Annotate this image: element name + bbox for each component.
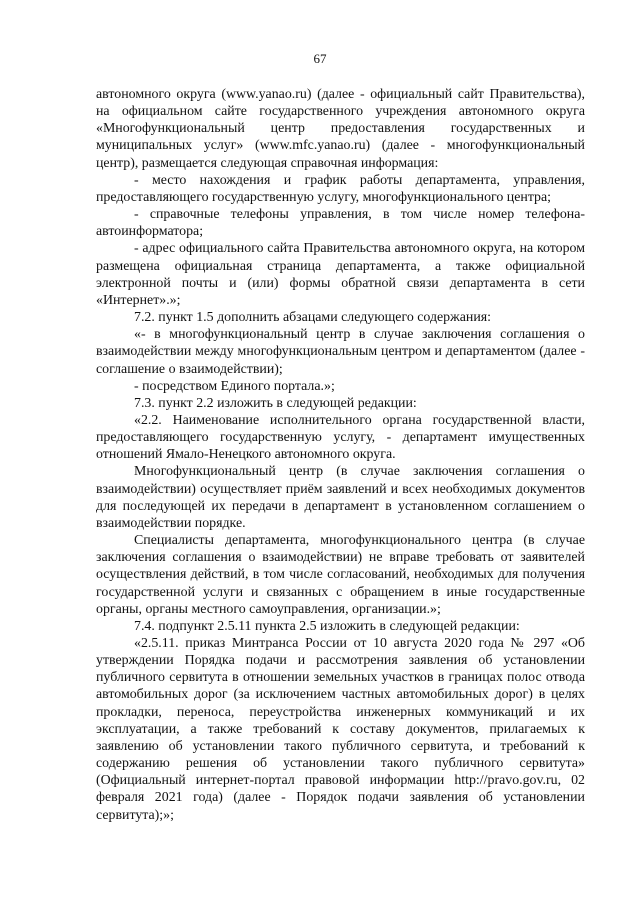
paragraph: Специалисты департамента, многофункционального центра (в случае заключения соглашения о взаимодействии) не вправе требовать от заявителей осуществления действий, в том числе согласований, необходимых для получения государственной услуги и связанных с обращением в иные государственные органы, органы местного самоуправления, организации.»;	[96, 533, 585, 617]
paragraph: «2.2. Наименование исполнительного органа государственной власти, предоставляющего государственную услугу, - департамент имущественных отношений Ямало-Ненецкого автономного округа.	[96, 412, 585, 463]
paragraph: 7.4. подпункт 2.5.11 пункта 2.5 изложить в следующей редакции:	[134, 618, 520, 634]
document-body	[96, 86, 585, 824]
paragraph: «- в многофункциональный центр в случае заключения соглашения о взаимодействии между многофункциональным центром и департаментом (далее - соглашение о взаимодействии);	[96, 327, 585, 377]
paragraph: Многофункциональный центр (в случае заключения соглашения о взаимодействии) осуществляет приём заявлений и всех необходимых документов для последующей их передачи в департамент в установленном соглашением о взаимодействии порядке.	[96, 464, 585, 531]
paragraph: 7.3. пункт 2.2 изложить в следующей редакции:	[134, 395, 417, 411]
paragraph: 7.2. пункт 1.5 дополнить абзацами следующего содержания:	[134, 310, 491, 326]
paragraph: - адрес официального сайта Правительства автономного округа, на котором размещена официальная страница департамента, а также официальной электронной почты и (или) формы обратной связи департамента в сети «Интернет».»;	[96, 241, 585, 308]
paragraph: - посредством Единого портала.»;	[134, 378, 335, 394]
paragraph: - место нахождения и график работы департамента, управления, предоставляющего государственную услугу, многофункционального центра;	[96, 172, 585, 205]
paragraph: автономного округа (www.yanao.ru) (далее - официальный сайт Правительства), на официальном сайте государственного учреждения автономного округа «Многофункциональный центр предоставления государственных и муниципальных услуг» (www.mfc.yanao.ru) (далее - многофункциональный центр), размещается следующая справочная информация:	[96, 87, 585, 171]
paragraph: «2.5.11. приказ Минтранса России от 10 августа 2020 года № 297 «Об утверждении Порядка подачи и рассмотрения заявления об установлении публичного сервитута в отношении земельных участков в границах полос отвода автомобильных дорог (за исключением частных автомобильных дорог) в целях прокладки, переноса, переустройства инженерных коммуникаций и их эксплуатации, а также требований к составу документов, прилагаемых к заявлению об установлении такого публичного сервитута, и требований к содержанию решения об установлении такого публичного сервитута» (Официальный интернет-портал правовой информации http://pravo.gov.ru, 02 февраля 2021 года) (далее - Порядок подачи заявления об установлении сервитута);»;	[96, 636, 585, 823]
paragraph: - справочные телефоны управления, в том числе номер телефона-автоинформатора;	[96, 207, 585, 240]
page-number: 67	[313, 51, 327, 66]
